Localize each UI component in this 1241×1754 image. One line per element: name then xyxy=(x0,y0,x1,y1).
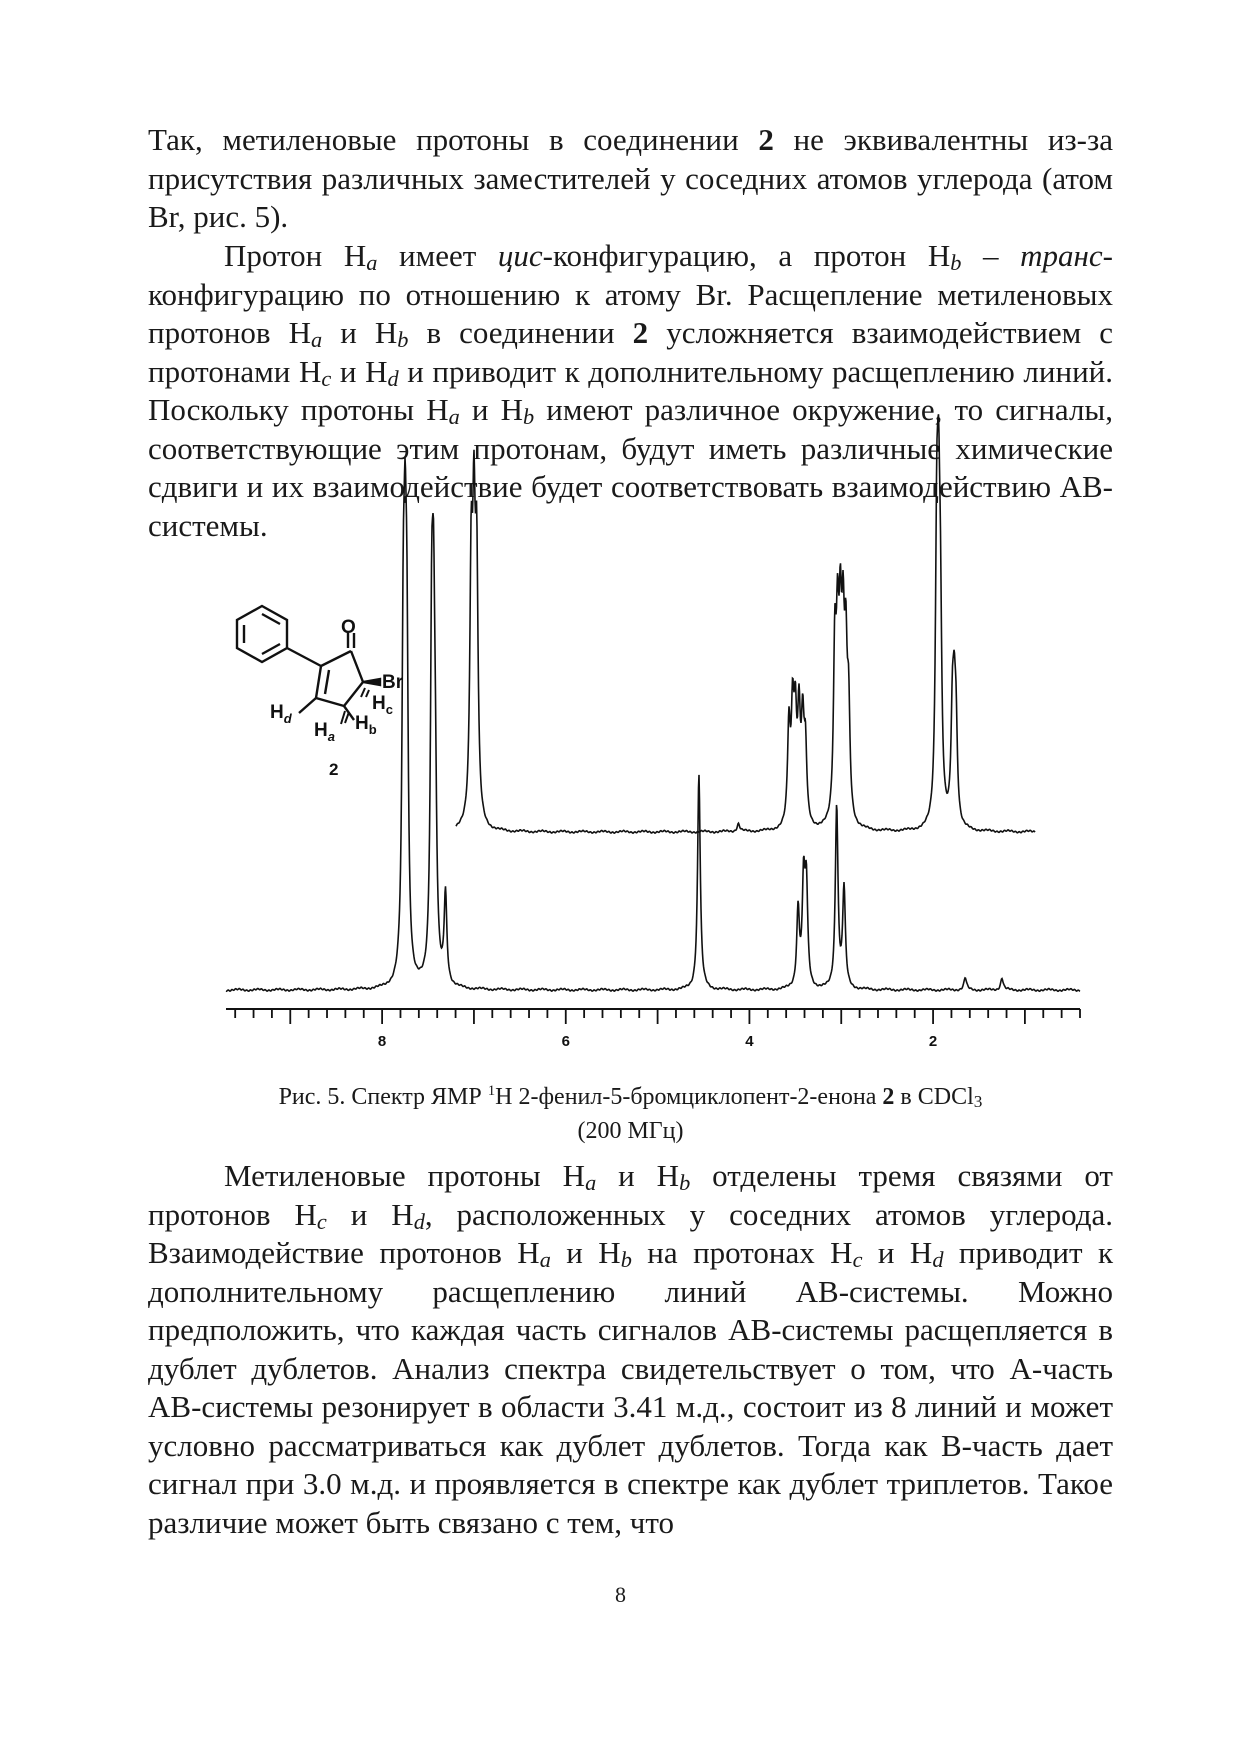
molecule-label-Br: Br xyxy=(382,672,404,693)
figure-caption: Рис. 5. Спектр ЯМР $^1$H 2-фенил-5-бромциклопент-2-енона 2 в CDCl$_3$ (200 МГц) xyxy=(278,1083,983,1144)
peaks-expanded xyxy=(471,570,956,832)
paragraph-3: Метиленовые протоны $H_a$ и $H_b$ отделены тремя связями от протонов $H_c$ и $H_d$, расположенных у соседних атомов углерода. Взаимодействие протонов $H_a$ и $H_b$ на протонах $H_c$ и $H_d$ приводит к дополнительному расщеплению линий AB-системы. Можно предположить, что каждая часть сигналов AB-системы расщепляется в дублет дублетов. Анализ спектра свидетельствует о том, что A-часть AB-системы резонирует в области 3.41 м.д., состоит из 8 линий и может условно рассматриваться как дублет дублетов. Тогда как B-часть дает сигнал при 3.0 м.д. и проявляется в спектре как дублет триплетов. Такое различие может быть связано с тем, что xyxy=(148,1158,1114,1540)
tick-label-2: 2 xyxy=(928,1033,938,1050)
x-axis-ticks xyxy=(235,1009,1080,1024)
page-number: 8 xyxy=(615,1582,626,1607)
molecule-label-H-b: $H_b$ xyxy=(355,713,377,737)
molecule-label-H-c: $H_c$ xyxy=(372,693,393,717)
tick-label-8: 8 xyxy=(377,1033,387,1050)
x-axis-tick-labels xyxy=(378,1033,937,1050)
molecule-number: 2 xyxy=(329,760,339,779)
molecule-structure-2 xyxy=(237,606,380,724)
molecule-label-H-d: $H_d$ xyxy=(270,702,292,726)
molecule-label-O: O xyxy=(341,617,356,638)
molecule-label-H-a: $H_a$ xyxy=(314,720,335,744)
spectrum-trace-expanded xyxy=(456,414,1035,833)
paragraph-2: Протон $H_a$ имеет цис-конфигурацию, а протон $H_b$ – транс-конфигурацию по отношению к атому Br. Расщепление метиленовых протонов $H_a$ и $H_b$ в соединении 2 усложняется взаимодействием с протонами $H_c$ и $H_d$ и приводит к дополнительному расщеплению линий. Поскольку протоны $H_a$ и $H_b$ имеют различное окружение, то сигналы, соответствующие этим протонам, будут иметь различные химические сдвиги и их взаимодействие будет соответствовать взаимодействию AB-системы. xyxy=(148,238,1114,543)
tick-label-4: 4 xyxy=(745,1033,754,1050)
compound-number: 2 xyxy=(758,122,774,157)
tick-label-6: 6 xyxy=(561,1033,570,1050)
paragraph-1: Так, метиленовые протоны в соединении 2 не эквивалентны из-за присутствия различных заместителей у соседних атомов углерода (атом Br, рис. 5). xyxy=(148,122,1113,234)
